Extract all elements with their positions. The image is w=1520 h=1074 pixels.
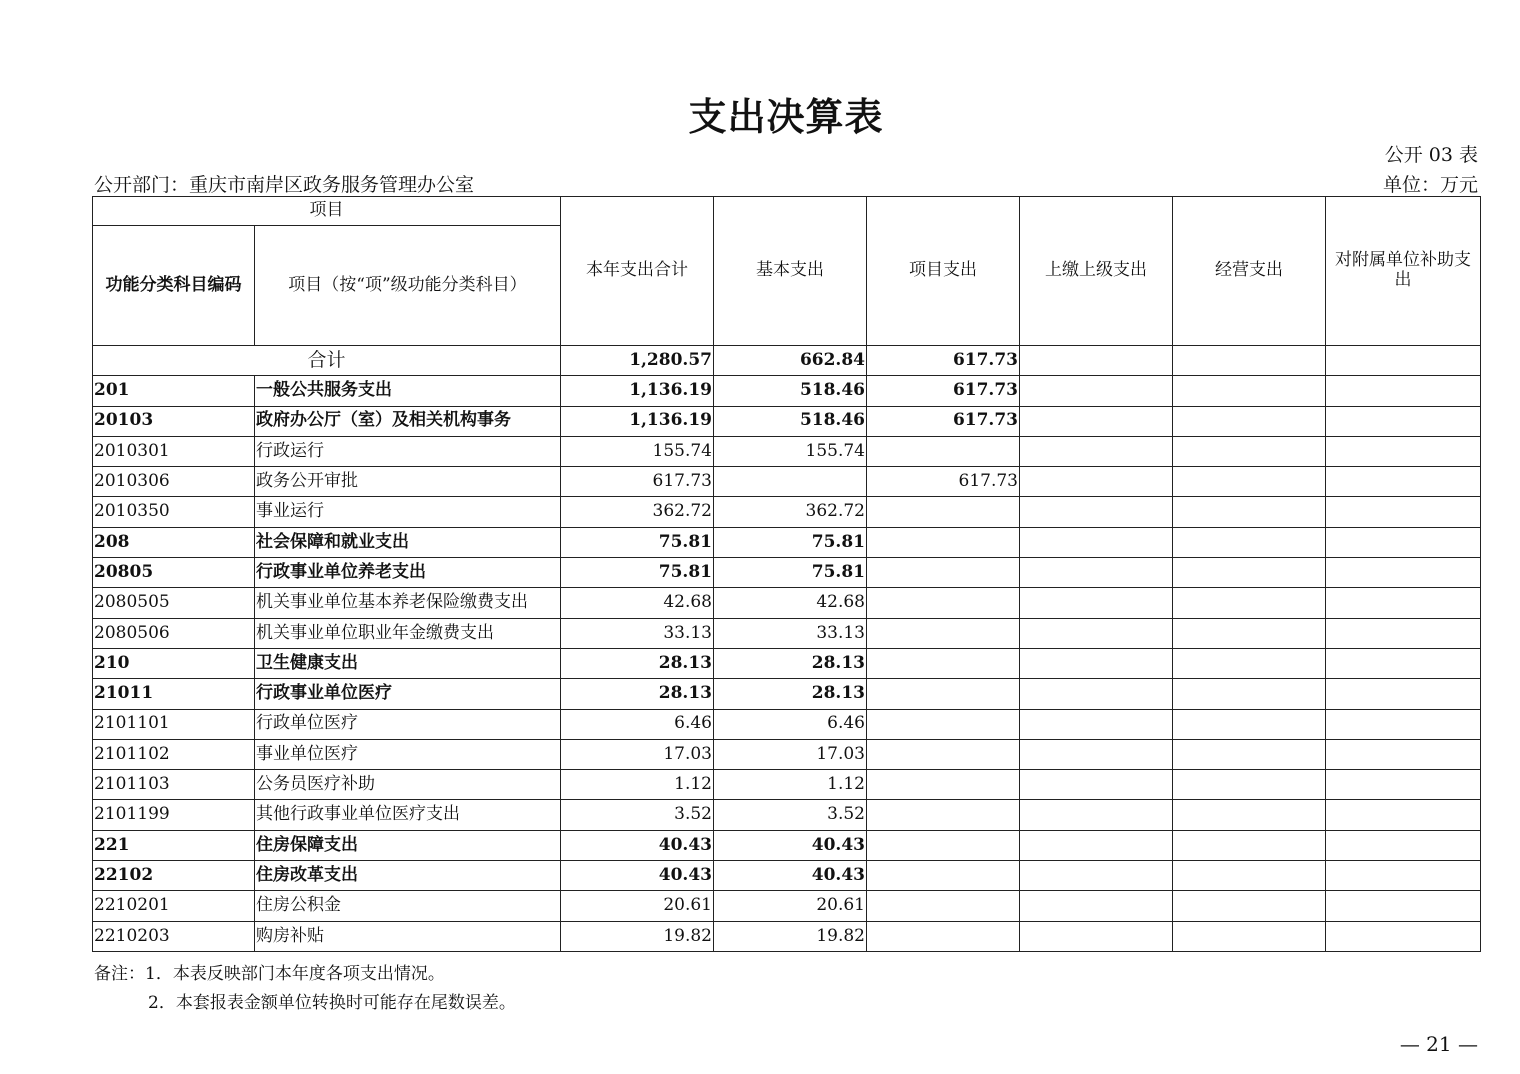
table-row [93,588,1481,618]
subsidy-cell [1326,921,1481,951]
total-cell: 1.12 [561,770,714,800]
subsidy-cell [1326,618,1481,648]
table-body [93,346,1481,952]
name-cell: 机关事业单位基本养老保险缴费支出 [255,588,561,618]
total-row [93,346,1481,376]
name-cell: 一般公共服务支出 [255,376,561,406]
code-cell: 208 [93,527,255,557]
total-label: 合计 [93,346,561,376]
code-cell: 2010306 [93,467,255,497]
basic-cell: 1.12 [714,770,867,800]
project-cell [867,709,1020,739]
total-cell: 20.61 [561,891,714,921]
project-cell [867,891,1020,921]
code-cell: 2210203 [93,921,255,951]
basic-cell: 518.46 [714,376,867,406]
project-cell [867,618,1020,648]
total-project: 617.73 [867,346,1020,376]
name-cell: 行政运行 [255,436,561,466]
header-operating: 经营支出 [1173,197,1326,346]
total-cell: 75.81 [561,558,714,588]
total-cell: 28.13 [561,679,714,709]
remit-cell [1020,588,1173,618]
department-label: 公开部门：重庆市南岸区政务服务管理办公室 [94,174,475,196]
total-cell: 40.43 [561,861,714,891]
code-cell: 22102 [93,861,255,891]
remit-cell [1020,800,1173,830]
code-cell: 201 [93,376,255,406]
project-cell [867,739,1020,769]
header-subsidy: 对附属单位补助支出 [1326,197,1481,346]
header-remit: 上缴上级支出 [1020,197,1173,346]
remit-cell [1020,739,1173,769]
header-total: 本年支出合计 [561,197,714,346]
project-cell [867,921,1020,951]
project-cell [867,436,1020,466]
basic-cell [714,467,867,497]
table-row [93,648,1481,678]
page-title: 支出决算表 [688,94,884,139]
code-cell: 2101101 [93,709,255,739]
project-cell [867,679,1020,709]
remit-cell [1020,709,1173,739]
basic-cell: 42.68 [714,588,867,618]
table-row [93,618,1481,648]
total-total: 1,280.57 [561,346,714,376]
expenditure-table [92,196,1481,952]
total-basic: 662.84 [714,346,867,376]
project-cell: 617.73 [867,406,1020,436]
operating-cell [1173,679,1326,709]
operating-cell [1173,467,1326,497]
total-cell: 6.46 [561,709,714,739]
name-cell: 事业单位医疗 [255,739,561,769]
code-cell: 20103 [93,406,255,436]
note-1: 备注：1．本表反映部门本年度各项支出情况。 [94,964,445,984]
total-cell: 33.13 [561,618,714,648]
code-cell: 20805 [93,558,255,588]
table-row [93,467,1481,497]
table-row [93,770,1481,800]
subsidy-cell [1326,770,1481,800]
operating-cell [1173,406,1326,436]
header-project: 项目支出 [867,197,1020,346]
subsidy-cell [1326,830,1481,860]
subsidy-cell [1326,800,1481,830]
notes [94,960,516,1018]
operating-cell [1173,436,1326,466]
name-cell: 其他行政事业单位医疗支出 [255,800,561,830]
remit-cell [1020,921,1173,951]
table-row [93,527,1481,557]
operating-cell [1173,588,1326,618]
total-cell: 362.72 [561,497,714,527]
project-cell [867,648,1020,678]
code-cell: 221 [93,830,255,860]
remit-cell [1020,648,1173,678]
project-cell [867,497,1020,527]
operating-cell [1173,921,1326,951]
operating-cell [1173,648,1326,678]
table-row [93,406,1481,436]
basic-cell: 75.81 [714,527,867,557]
name-cell: 事业运行 [255,497,561,527]
remit-cell [1020,861,1173,891]
total-cell: 3.52 [561,800,714,830]
basic-cell: 40.43 [714,861,867,891]
remit-cell [1020,558,1173,588]
project-cell [867,558,1020,588]
form-number: 公开 03 表 [1384,144,1478,166]
table-row [93,709,1481,739]
name-cell: 住房改革支出 [255,861,561,891]
subsidy-cell [1326,861,1481,891]
subsidy-cell [1326,497,1481,527]
project-cell: 617.73 [867,467,1020,497]
total-cell: 617.73 [561,467,714,497]
name-cell: 社会保障和就业支出 [255,527,561,557]
name-cell: 公务员医疗补助 [255,770,561,800]
table-row [93,497,1481,527]
project-cell [867,800,1020,830]
table-row [93,891,1481,921]
header-basic: 基本支出 [714,197,867,346]
operating-cell [1173,739,1326,769]
table-row [93,558,1481,588]
code-cell: 2210201 [93,891,255,921]
header-item-name: 项目（按“项”级功能分类科目） [255,226,561,346]
operating-cell [1173,376,1326,406]
page-number: — 21 — [1399,1032,1478,1056]
total-cell: 1,136.19 [561,376,714,406]
table-row [93,800,1481,830]
name-cell: 卫生健康支出 [255,648,561,678]
subsidy-cell [1326,436,1481,466]
project-cell [867,861,1020,891]
basic-cell: 155.74 [714,436,867,466]
code-cell: 210 [93,648,255,678]
code-cell: 2101103 [93,770,255,800]
subsidy-cell [1326,406,1481,436]
operating-cell [1173,558,1326,588]
total-cell: 75.81 [561,527,714,557]
code-cell: 2010350 [93,497,255,527]
code-cell: 2080506 [93,618,255,648]
operating-cell [1173,770,1326,800]
table-row [93,436,1481,466]
name-cell: 行政事业单位医疗 [255,679,561,709]
name-cell: 行政事业单位养老支出 [255,558,561,588]
basic-cell: 6.46 [714,709,867,739]
name-cell: 政务公开审批 [255,467,561,497]
total-cell: 42.68 [561,588,714,618]
total-cell: 40.43 [561,830,714,860]
remit-cell [1020,436,1173,466]
total-cell: 28.13 [561,648,714,678]
operating-cell [1173,800,1326,830]
subsidy-cell [1326,891,1481,921]
remit-cell [1020,891,1173,921]
name-cell: 购房补贴 [255,921,561,951]
name-cell: 住房公积金 [255,891,561,921]
project-cell [867,770,1020,800]
remit-cell [1020,376,1173,406]
operating-cell [1173,891,1326,921]
basic-cell: 3.52 [714,800,867,830]
header-func-code: 功能分类科目编码 [93,226,255,346]
note-2: 2．本套报表金额单位转换时可能存在尾数误差。 [148,993,516,1013]
remit-cell [1020,618,1173,648]
code-cell: 21011 [93,679,255,709]
code-cell: 2101199 [93,800,255,830]
subsidy-cell [1326,558,1481,588]
remit-cell [1020,406,1173,436]
total-cell: 17.03 [561,739,714,769]
basic-cell: 28.13 [714,679,867,709]
unit-label: 单位：万元 [1382,174,1478,196]
table-row [93,376,1481,406]
operating-cell [1173,527,1326,557]
operating-cell [1173,830,1326,860]
project-cell [867,830,1020,860]
code-cell: 2080505 [93,588,255,618]
total-cell: 155.74 [561,436,714,466]
subsidy-cell [1326,588,1481,618]
remit-cell [1020,830,1173,860]
total-cell: 19.82 [561,921,714,951]
name-cell: 住房保障支出 [255,830,561,860]
remit-cell [1020,527,1173,557]
remit-cell [1020,679,1173,709]
subsidy-cell [1326,527,1481,557]
subsidy-cell [1326,679,1481,709]
code-cell: 2010301 [93,436,255,466]
remit-cell [1020,770,1173,800]
table-row [93,921,1481,951]
subsidy-cell [1326,467,1481,497]
remit-cell [1020,467,1173,497]
subsidy-cell [1326,376,1481,406]
basic-cell: 33.13 [714,618,867,648]
project-cell [867,527,1020,557]
project-cell [867,588,1020,618]
operating-cell [1173,861,1326,891]
basic-cell: 19.82 [714,921,867,951]
table-row [93,861,1481,891]
remit-cell [1020,497,1173,527]
name-cell: 行政单位医疗 [255,709,561,739]
subsidy-cell [1326,648,1481,678]
header-item-group: 项目 [93,197,561,226]
basic-cell: 20.61 [714,891,867,921]
table-row [93,739,1481,769]
basic-cell: 28.13 [714,648,867,678]
operating-cell [1173,497,1326,527]
operating-cell [1173,618,1326,648]
subsidy-cell [1326,739,1481,769]
basic-cell: 518.46 [714,406,867,436]
total-subsidy [1326,346,1481,376]
table-row [93,679,1481,709]
total-cell: 1,136.19 [561,406,714,436]
name-cell: 机关事业单位职业年金缴费支出 [255,618,561,648]
total-remit [1020,346,1173,376]
code-cell: 2101102 [93,739,255,769]
total-operating [1173,346,1326,376]
basic-cell: 17.03 [714,739,867,769]
basic-cell: 40.43 [714,830,867,860]
operating-cell [1173,709,1326,739]
project-cell: 617.73 [867,376,1020,406]
name-cell: 政府办公厅（室）及相关机构事务 [255,406,561,436]
subsidy-cell [1326,709,1481,739]
basic-cell: 75.81 [714,558,867,588]
table-row [93,830,1481,860]
basic-cell: 362.72 [714,497,867,527]
